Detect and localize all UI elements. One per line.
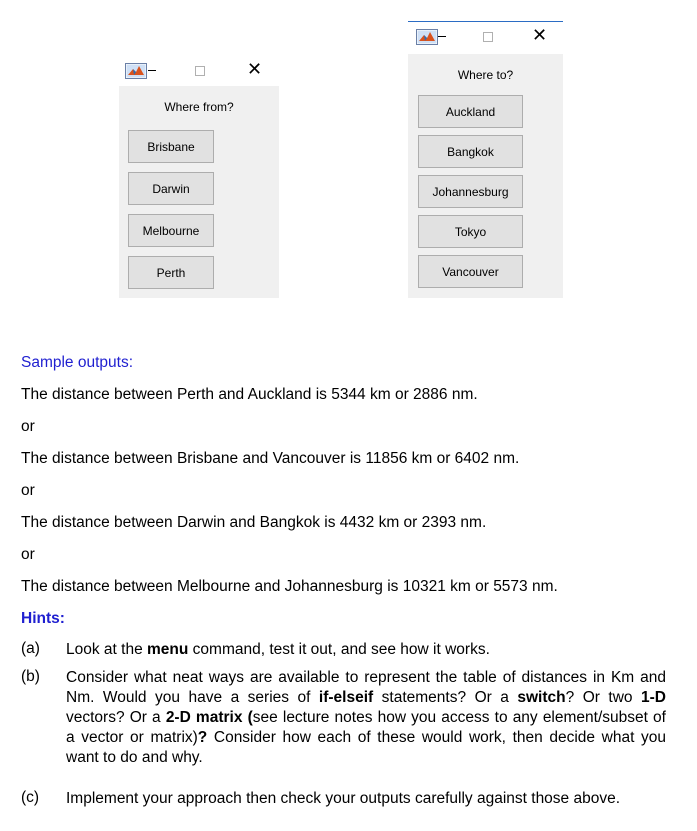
or-separator: or — [21, 418, 35, 435]
or-separator: or — [21, 546, 35, 563]
from-window-client — [119, 86, 279, 298]
hint-c-text: Implement your approach then check your outputs carefully against those above. — [66, 790, 621, 807]
from-button-perth[interactable]: Perth — [128, 256, 214, 289]
hint-a-text: Look at the menu command, test it out, and see how it works. — [66, 641, 490, 658]
matlab-figure-icon — [416, 29, 438, 45]
title-dash — [438, 36, 446, 37]
hint-b-text: Consider what neat ways are available to represent the table of distances in Km and Nm. Would you have a series of if-elseif statements? Or a switch? Or two 1-D vectors? Or a 2-D matrix (see lecture notes how you access to any element/subset of a vector or matrix)? Consider how each of these would work, then decide what you want to do and why. — [66, 669, 666, 766]
sample-output-line: The distance between Melbourne and Johannesburg is 10321 km or 5573 nm. — [21, 578, 558, 595]
from-button-darwin[interactable]: Darwin — [128, 172, 214, 205]
maximize-icon[interactable] — [195, 66, 205, 76]
sample-outputs-heading: Sample outputs: — [21, 354, 134, 371]
matlab-figure-icon — [125, 63, 147, 79]
to-window-client — [408, 54, 563, 298]
from-window — [119, 55, 279, 298]
hint-c-label: (c) — [21, 789, 40, 806]
to-window — [408, 21, 563, 298]
to-button-vancouver[interactable]: Vancouver — [418, 255, 523, 288]
to-window-titlebar[interactable] — [408, 22, 563, 52]
from-window-titlebar[interactable] — [119, 55, 279, 85]
title-dash — [148, 70, 156, 71]
hints-heading: Hints: — [21, 610, 65, 627]
close-icon[interactable]: ✕ — [247, 59, 263, 80]
from-prompt: Where from? — [164, 100, 234, 114]
to-prompt: Where to? — [457, 68, 514, 82]
close-icon[interactable]: ✕ — [532, 25, 548, 46]
to-button-auckland[interactable]: Auckland — [418, 95, 523, 128]
to-button-tokyo[interactable]: Tokyo — [418, 215, 523, 248]
or-separator: or — [21, 482, 35, 499]
from-button-melbourne[interactable]: Melbourne — [128, 214, 214, 247]
to-button-bangkok[interactable]: Bangkok — [418, 135, 523, 168]
sample-output-line: The distance between Perth and Auckland is 5344 km or 2886 nm. — [21, 386, 478, 403]
sample-output-line: The distance between Brisbane and Vancouver is 11856 km or 6402 nm. — [21, 450, 520, 467]
from-button-brisbane[interactable]: Brisbane — [128, 130, 214, 163]
sample-output-line: The distance between Darwin and Bangkok is 4432 km or 2393 nm. — [21, 514, 487, 531]
hint-a-label: (a) — [21, 640, 40, 657]
hint-b-label: (b) — [21, 668, 40, 685]
maximize-icon[interactable] — [483, 32, 493, 42]
to-button-johannesburg[interactable]: Johannesburg — [418, 175, 523, 208]
